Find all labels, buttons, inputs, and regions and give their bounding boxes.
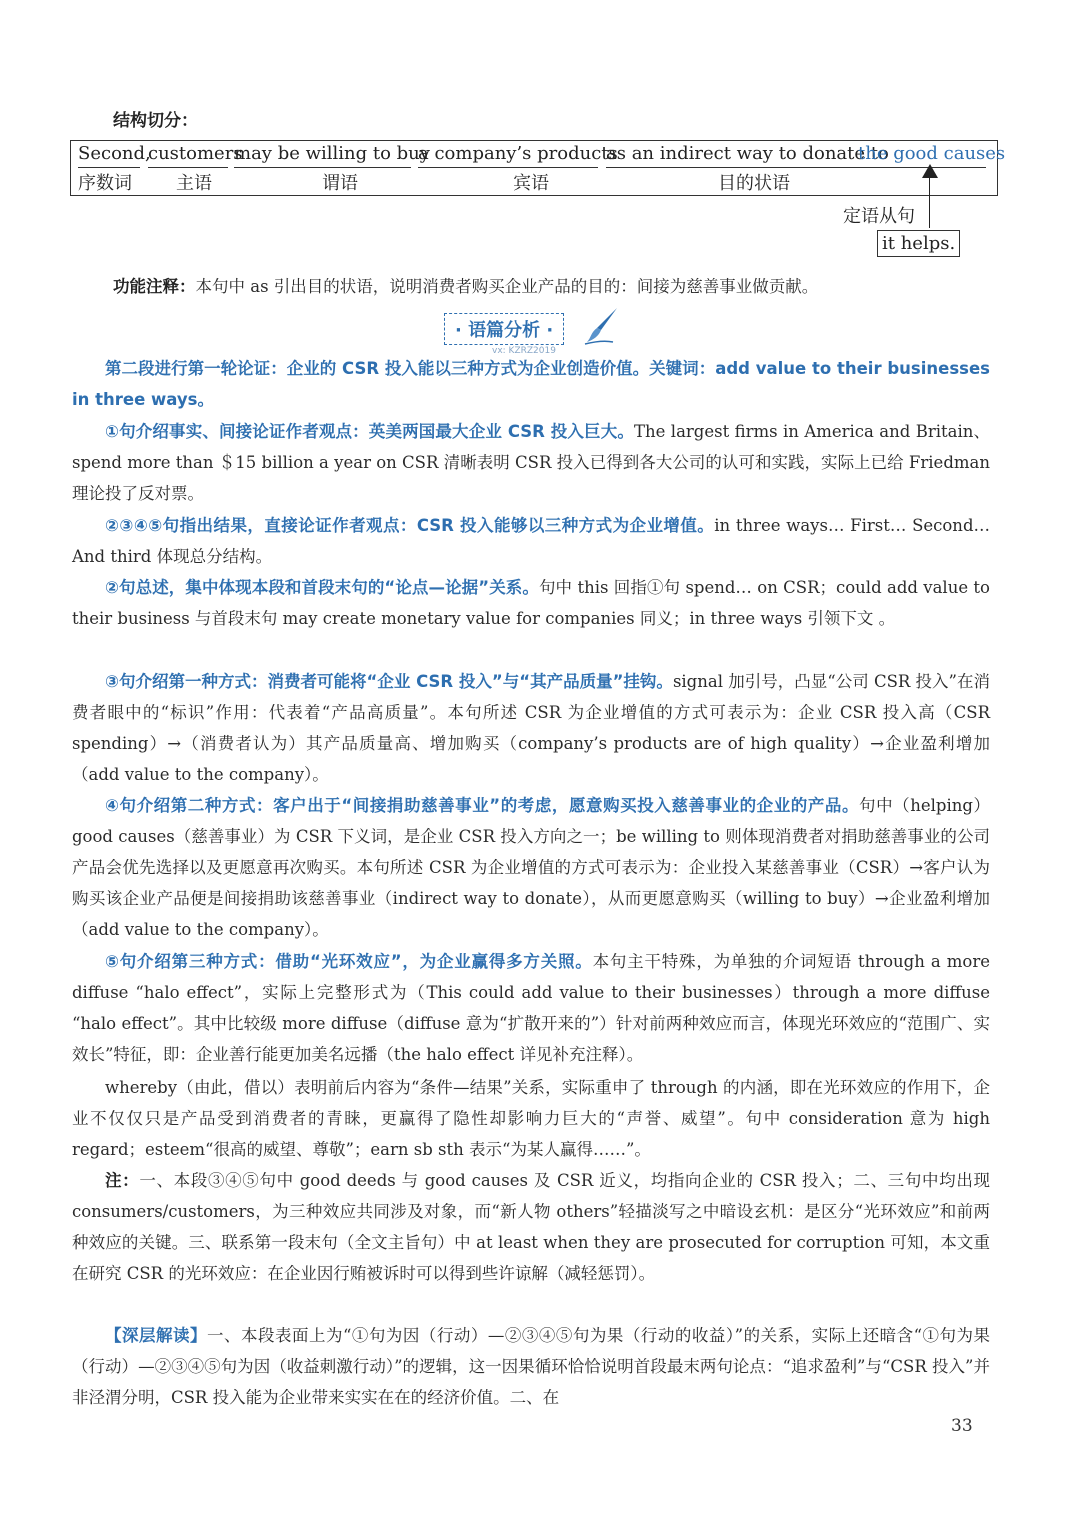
watermark: vx: KZRZ2019 <box>492 346 556 356</box>
p2-text: The largest firms in America and Britain、spend more than ＄15 billion a year on CSR 清晰表明 CSR 投入已得到各大公司的认可和实践，实际上已给 Friedman 理论投了反对票。 <box>72 422 990 503</box>
segment-good-causes: the good causes <box>858 143 1006 164</box>
clause-label: 定语从句 <box>843 206 915 227</box>
paragraph-2 <box>72 416 990 509</box>
p9-text: 一、本段③④⑤句中 good deeds 与 good causes 及 CSR 近义，均指向企业的 CSR 投入；二、三句中均出现 consumers/customers，为三种效应共同涉及对象，而“新人物 others”轻描淡写之中暗设玄机：是区分“光环效应”和前两种效应的关键。三、联系第一段末句（全文主旨句）中 at least when they are prosecuted for corruption 可知，本文重在研究 CSR 的光环效应：在企业因行贿被诉时可以得到些许谅解（减轻惩罚）。 <box>72 1171 990 1283</box>
paragraph-1 <box>72 353 990 415</box>
paragraph-7 <box>72 946 990 1070</box>
paragraph-3 <box>72 510 990 572</box>
sentence-structure-box <box>70 140 1006 196</box>
structure-label: 结构切分： <box>113 111 198 131</box>
p6-highlight: ④句介绍第二种方式：客户出于“间接捐助慈善事业”的考虑，愿意购买投入慈善事业的企业的产品。 <box>105 796 860 815</box>
p10-text: 一、本段表面上为“①句为因（行动）—②③④⑤句为果（行动的收益）”的关系，实际上还暗含“①句为果（行动）—②③④⑤句为因（收益刺激行动）”的逻辑，这一因果循环恰恰说明首段最末两句论点：“追求盈利”与“CSR 投入”并非泾渭分明，CSR 投入能为企业带来实实在在的经济价值。二、在 <box>72 1326 991 1407</box>
paragraph-9 <box>72 1165 990 1289</box>
paragraph-8 <box>72 1072 990 1165</box>
p3-highlight: ②③④⑤句指出结果，直接论证作者观点：CSR 投入能够以三种方式为企业增值。 <box>105 516 715 535</box>
p5-highlight: ③句介绍第一种方式：消费者可能将“企业 CSR 投入”与“其产品质量”挂钩。 <box>105 672 673 691</box>
segment-object: a company’s products <box>418 143 618 164</box>
deep-reading-label: 【深层解读】 <box>105 1326 207 1345</box>
role-adverbial: 目的状语 <box>718 173 790 194</box>
paragraph-10 <box>72 1320 990 1413</box>
p5-text: signal 加引号，凸显“公司 CSR 投入”在消费者眼中的“标识”作用：代表着“产品高质量”。本句所述 CSR 为企业增值的方式可表示为：企业 CSR 投入高（CSR spending）→（消费者认为）其产品质量高、增加购买（company’s products are of high quality）→企业盈利增加（add value to the company）。 <box>72 672 990 784</box>
p6-text: 句中（helping）good causes（慈善事业）为 CSR 下义词，是企业 CSR 投入方向之一；be willing to 则体现消费者对捐助慈善事业的公司产品会优先选择以及更愿意再次购买。本句所述 CSR 为企业增值的方式可表示为：企业投入某慈善事业（CSR）→客户认为购买该企业产品便是间接捐助该慈善事业（indirect way to donate），从而更愿意购买（willing to buy）→企业盈利增加（add value to the company）。 <box>72 796 990 939</box>
role-subject: 主语 <box>176 173 212 194</box>
underline-predicate <box>234 167 411 168</box>
p3-text: in three ways… First… Second… And third 体现总分结构。 <box>72 516 991 566</box>
underline-ordinal <box>78 167 140 168</box>
segment-adverbial: as an indirect way to donate to <box>606 143 889 164</box>
segment-subject: customers <box>148 143 243 164</box>
role-object: 宾语 <box>513 173 549 194</box>
function-note-text: 本句中 as 引出目的状语，说明消费者购买企业产品的目的：间接为慈善事业做贡献。 <box>195 277 819 296</box>
segment-predicate: may be willing to buy <box>234 143 430 164</box>
arrow-head <box>922 164 938 178</box>
p4-text: 句中 this 回指①句 spend… on CSR；could add value to their business 与首段末句 may create monetary value for companies 同义；in three ways 引领下文 。 <box>72 578 990 628</box>
page-number: 33 <box>951 1416 973 1436</box>
p7-text: 本句主干特殊，为单独的介词短语 through a more diffuse “halo effect”，实际上完整形式为（This could add value to their businesses）through a more diffuse “halo effect”。其中比较级 more diffuse（diffuse 意为“扩散开来的”）针对前两种效应而言，体现光环效应的“范围广、实效长”特征，即：企业善行能更加美名远播（the halo effect 详见补充注释）。 <box>72 952 990 1064</box>
p2-highlight: ①句介绍事实、间接论证作者观点：英美两国最大企业 CSR 投入巨大。 <box>105 422 635 441</box>
function-note <box>113 271 990 302</box>
function-note-label: 功能注释： <box>113 277 196 296</box>
underline-object <box>418 167 598 168</box>
paragraph-4 <box>72 572 990 634</box>
role-ordinal: 序数词 <box>78 173 132 194</box>
underline-subject <box>148 167 228 168</box>
section-title: · 语篇分析 · <box>444 313 564 345</box>
p8-text: whereby（由此，借以）表明前后内容为“条件—结果”关系，实际重申了 through 的内涵，即在光环效应的作用下，企业不仅仅只是产品受到消费者的青睐，更赢得了隐性却影响力巨大的“声誉、威望”。句中 consideration 意为 high regard；esteem“很高的威望、尊敬”；earn sb sth 表示“为某人赢得……”。 <box>72 1078 990 1159</box>
clause-box: it helps. <box>877 230 960 257</box>
p7-highlight: ⑤句介绍第三种方式：借助“光环效应”，为企业赢得多方关照。 <box>105 952 593 971</box>
p1-highlight: 第二段进行第一轮论证：企业的 CSR 投入能以三种方式为企业创造价值。关键词：add value to their businesses in three ways。 <box>72 359 990 409</box>
paragraph-5 <box>72 666 990 790</box>
note-label: 注： <box>105 1171 140 1190</box>
role-predicate: 谓语 <box>322 173 358 194</box>
segment-ordinal: Second, <box>78 143 151 164</box>
paintbrush-icon <box>583 306 621 346</box>
p4-highlight: ②句总述，集中体现本段和首段末句的“论点—论据”关系。 <box>105 578 539 597</box>
paragraph-6 <box>72 790 990 945</box>
